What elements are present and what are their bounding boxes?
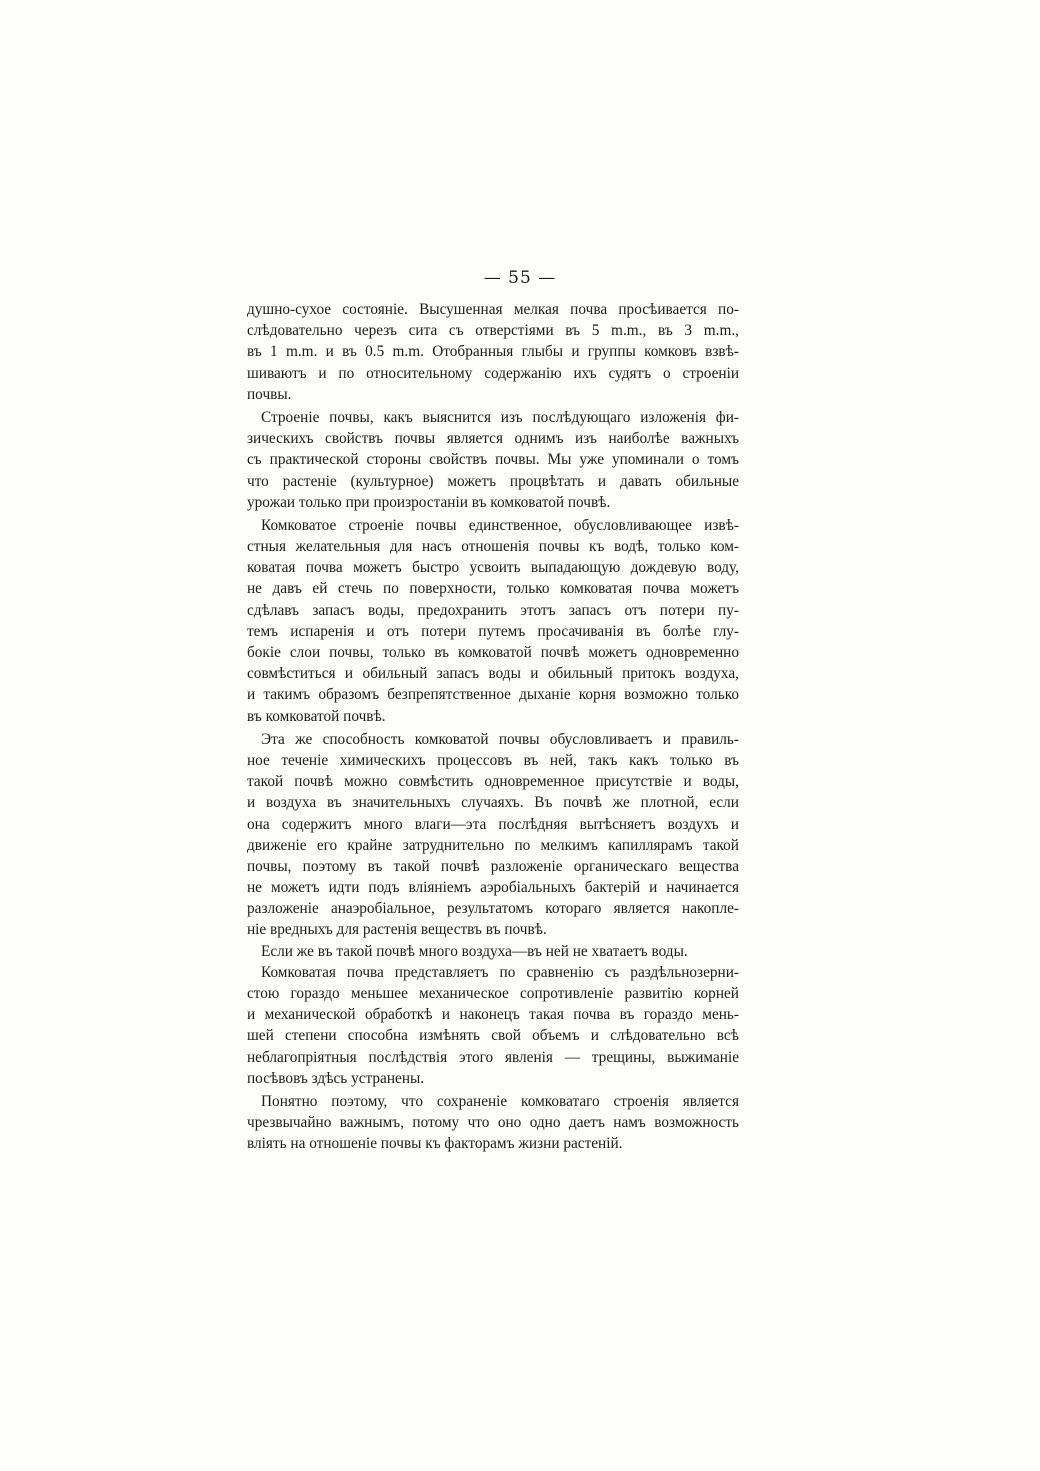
text-line: почвы. <box>247 385 292 403</box>
text-line: и воздуха въ значительныхъ случаяхъ. Въ почвѣ же плотной, если <box>247 794 739 812</box>
paragraph-3 <box>247 515 739 727</box>
paragraph-5 <box>247 941 739 962</box>
text-line: чрезвычайно важнымъ, потому что оно одно даетъ намъ возможность <box>247 1114 739 1132</box>
text-line: сдѣлавъ запасъ воды, предохранить этотъ запасъ отъ потери пу- <box>247 601 739 619</box>
text-line: шиваютъ и по относительному содержанiю ихъ судятъ о строенiи <box>247 364 739 382</box>
text-line: совмѣститься и обильный запасъ воды и обильный притокъ воздуха, <box>247 665 739 683</box>
text-line: съ практической стороны свойствъ почвы. Мы уже упоминали о томъ <box>247 451 739 469</box>
text-line: движенiе его крайне затруднительно по мелкимъ капиллярамъ такой <box>247 836 739 854</box>
text-line: Комковатая почва представляетъ по сравненiю съ раздѣльнозерни- <box>261 963 739 981</box>
text-line: урожаи только при произростанiи въ комковатой почвѣ. <box>247 493 611 511</box>
text-line: не можетъ идти подъ влiянiемъ аэробiальныхъ бактерiй и начинается <box>247 879 739 897</box>
text-line: Строенiе почвы, какъ выяснится изъ послѣдующаго изложенiя фи- <box>261 408 739 426</box>
text-line: ное теченiе химическихъ процессовъ въ ней, такъ какъ только въ <box>247 751 739 769</box>
text-line: Комковатое строенiе почвы единственное, обусловливающее извѣ- <box>261 516 739 534</box>
text-line: стою гораздо меньшее механическое сопротивленiе развитiю корней <box>247 985 739 1002</box>
text-line: разложенiе анаэробiальное, результатомъ котораго является накопле- <box>247 900 739 918</box>
text-line: посѣвовъ здѣсь устранены. <box>247 1069 425 1087</box>
text-line: въ комковатой почвѣ. <box>247 707 386 725</box>
text-line: слѣдовательно черезъ сита съ отверстiями въ 5 m.m., въ 3 m.m., <box>247 322 739 340</box>
text-line: что растенiе (культурное) можетъ процвѣтать и давать обильные <box>247 472 739 490</box>
paragraph-4 <box>247 729 739 941</box>
page-number: — 55 — <box>483 268 557 288</box>
text-line: шей степени способна измѣнять свой объемъ и слѣдовательно всѣ <box>247 1027 739 1045</box>
text-line: Эта же способность комковатой почвы обусловливаетъ и правиль- <box>261 730 739 748</box>
text-line: и такимъ образомъ безпрепятственное дыханiе корня возможно только <box>247 686 739 704</box>
text-line: Понятно поэтому, что сохраненiе комковатаго строенiя является <box>261 1092 739 1110</box>
text-line: такой почвѣ можно совмѣстить одновременное присутствiе и воды, <box>247 773 739 791</box>
paragraph-1 <box>247 299 739 405</box>
text-line: стныя желательныя для насъ отношенiя почвы къ водѣ, только ком- <box>247 538 739 556</box>
paragraph-2 <box>247 407 739 513</box>
text-line: Если же въ такой почвѣ много воздуха—въ ней не хватаетъ воды. <box>261 942 688 960</box>
text-line: душно-сухое состоянiе. Высушенная мелкая почва просѣивается по- <box>247 301 739 318</box>
text-line: зическихъ свойствъ почвы является однимъ изъ наиболѣе важныхъ <box>247 430 739 448</box>
body-text <box>247 299 739 1155</box>
text-line: темъ испаренiя и отъ потери путемъ просачиванiя въ болѣе глу- <box>247 622 739 640</box>
text-line: въ 1 m.m. и въ 0.5 m.m. Отобранныя глыбы и группы комковъ взвѣ- <box>247 343 739 361</box>
text-line: она содержитъ много влаги—эта послѣдняя вытѣсняетъ воздухъ и <box>247 815 739 833</box>
text-line: коватая почва можетъ быстро усвоить выпадающую дождевую воду, <box>247 559 739 577</box>
text-line: почвы, поэтому въ такой почвѣ разложенiе органическаго вещества <box>247 857 739 875</box>
text-line: бокiе слои почвы, только въ комковатой почвѣ можетъ одновременно <box>247 644 739 661</box>
text-line: нiе вредныхъ для растенiя веществъ въ почвѣ. <box>247 921 547 939</box>
text-line: и механической обработкѣ и наконецъ такая почва въ гораздо мень- <box>247 1006 739 1024</box>
paragraph-6 <box>247 962 739 1089</box>
text-line: не давъ ей стечь по поверхности, только комковатая почва можетъ <box>247 580 739 598</box>
text-line: неблагопрiятныя послѣдствiя этого явленiя — трещины, выжиманiе <box>247 1048 739 1066</box>
text-line: влiять на отношенiе почвы къ факторамъ жизни растенiй. <box>247 1135 623 1153</box>
paragraph-7 <box>247 1091 739 1155</box>
